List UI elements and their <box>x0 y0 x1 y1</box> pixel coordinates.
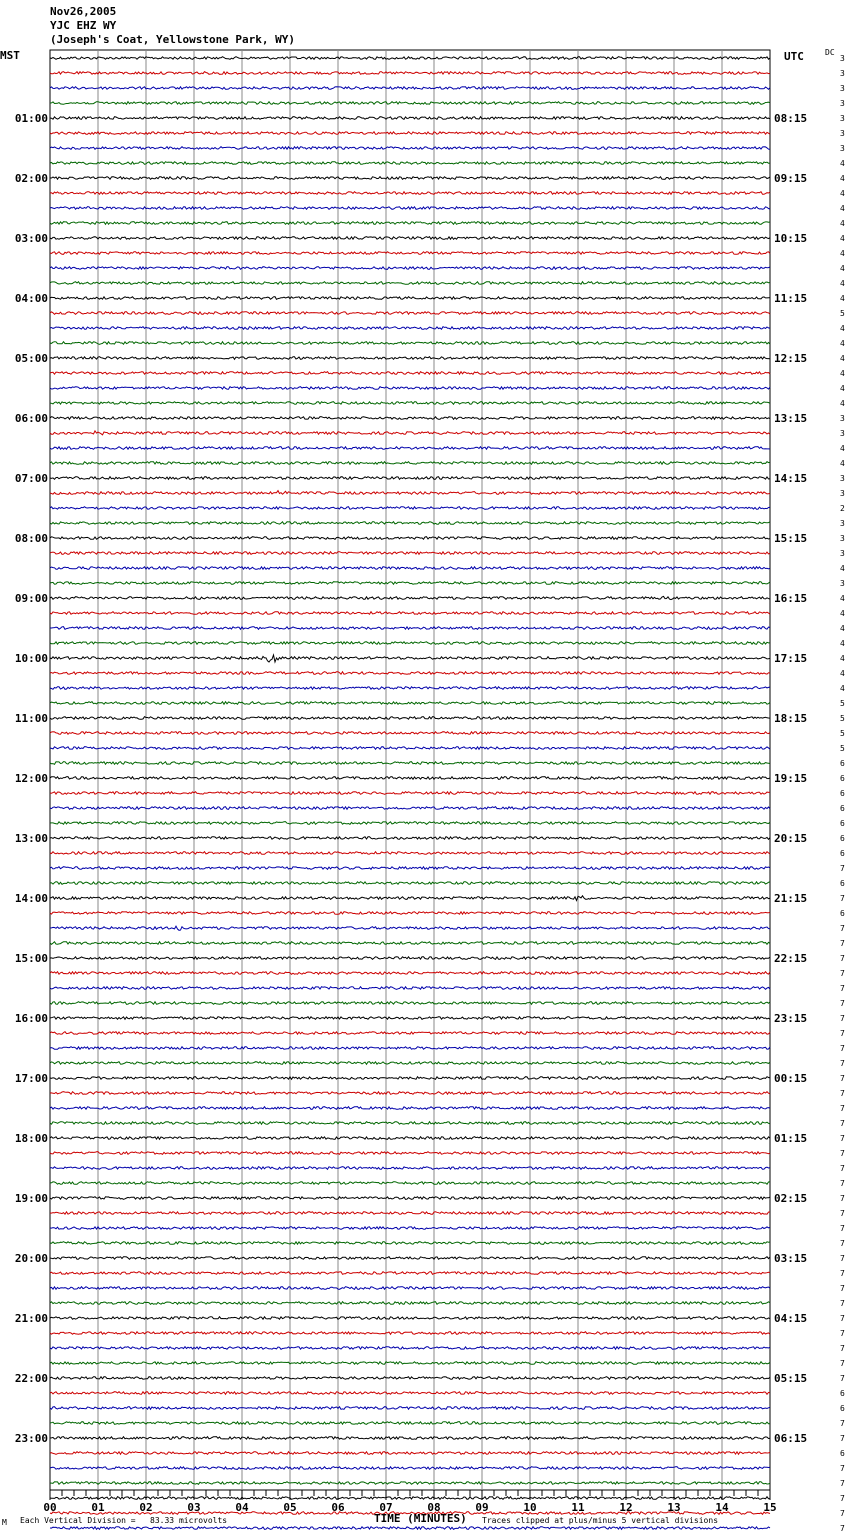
dc-offset-value: 4 <box>840 324 845 333</box>
dc-offset-value: 4 <box>840 159 845 168</box>
dc-offset-value: 7 <box>840 1119 845 1128</box>
trace-row <box>50 627 770 630</box>
trace-row <box>50 1407 770 1410</box>
trace-row <box>50 596 770 599</box>
dc-offset-value: 3 <box>840 129 845 138</box>
trace-row <box>50 837 770 840</box>
dc-offset-value: 7 <box>840 1284 845 1293</box>
trace-row <box>50 1137 770 1140</box>
utc-hour-label: 13:15 <box>774 412 808 425</box>
dc-offset-value: 3 <box>840 144 845 153</box>
trace-row <box>50 777 770 780</box>
mst-hour-label: 11:00 <box>14 712 48 725</box>
trace-row <box>50 1257 770 1260</box>
trace-row <box>50 957 770 960</box>
footer-mark: M <box>2 1518 7 1527</box>
trace-row <box>50 222 770 225</box>
dc-offset-value: 4 <box>840 234 845 243</box>
dc-offset-value: 7 <box>840 1089 845 1098</box>
trace-row <box>50 507 770 510</box>
dc-offset-value: 7 <box>840 969 845 978</box>
utc-hour-label: 09:15 <box>774 172 808 185</box>
dc-offset-value: 2 <box>840 504 845 513</box>
trace-row <box>50 582 770 585</box>
trace-row <box>50 1362 770 1365</box>
trace-row <box>50 1092 770 1095</box>
trace-row <box>50 87 770 90</box>
utc-hour-label: 16:15 <box>774 592 808 605</box>
utc-hour-labels <box>774 112 807 1445</box>
trace-row <box>50 402 770 405</box>
trace-row <box>50 537 770 540</box>
dc-offset-value: 5 <box>840 744 845 753</box>
dc-offset-value: 5 <box>840 699 845 708</box>
dc-offset-value: 7 <box>840 1239 845 1248</box>
trace-row <box>50 1317 770 1320</box>
trace-row <box>50 1437 770 1440</box>
dc-offset-value: 7 <box>840 1074 845 1083</box>
dc-offset-value: 6 <box>840 1449 845 1458</box>
dc-offset-value: 3 <box>840 534 845 543</box>
dc-offset-value: 7 <box>840 1374 845 1383</box>
utc-hour-label: 08:15 <box>774 112 808 125</box>
record-date: Nov26,2005 <box>50 5 117 18</box>
left-timezone-label: MST <box>0 49 20 62</box>
trace-row <box>50 732 770 735</box>
dc-offset-value: 7 <box>840 1314 845 1323</box>
dc-offset-value: 3 <box>840 84 845 93</box>
dc-offset-value: 7 <box>840 1104 845 1113</box>
dc-offset-value: 3 <box>840 549 845 558</box>
dc-offset-value: 4 <box>840 354 845 363</box>
dc-offset-value: 7 <box>840 984 845 993</box>
mst-hour-label: 10:00 <box>14 652 48 665</box>
trace-row <box>50 1392 770 1395</box>
x-tick-label: 14 <box>715 1501 729 1514</box>
x-tick-label: 00 <box>43 1501 57 1514</box>
utc-hour-label: 20:15 <box>774 832 808 845</box>
dc-offset-value: 3 <box>840 99 845 108</box>
trace-row <box>50 672 770 675</box>
utc-hour-label: 00:15 <box>774 1072 808 1085</box>
dc-offset-value: 7 <box>840 1254 845 1263</box>
trace-row <box>50 1347 770 1350</box>
dc-offset-value: 6 <box>840 909 845 918</box>
utc-hour-label: 04:15 <box>774 1312 808 1325</box>
dc-offset-value: 3 <box>840 519 845 528</box>
dc-offset-column <box>840 54 845 1534</box>
trace-row <box>50 1032 770 1035</box>
dc-offset-value: 4 <box>840 189 845 198</box>
trace-row <box>50 1017 770 1020</box>
dc-offset-value: 6 <box>840 879 845 888</box>
trace-row <box>50 192 770 195</box>
dc-offset-value: 6 <box>840 804 845 813</box>
dc-offset-value: 4 <box>840 369 845 378</box>
trace-row <box>50 1107 770 1110</box>
dc-offset-value: 4 <box>840 399 845 408</box>
dc-offset-value: 4 <box>840 669 845 678</box>
dc-offset-value: 4 <box>840 564 845 573</box>
dc-offset-value: 4 <box>840 639 845 648</box>
trace-row <box>50 1152 770 1155</box>
dc-offset-value: 7 <box>840 864 845 873</box>
trace-row <box>50 1272 770 1275</box>
x-tick-label: 11 <box>571 1501 585 1514</box>
dc-offset-value: 5 <box>840 714 845 723</box>
utc-hour-label: 03:15 <box>774 1252 808 1265</box>
trace-row <box>50 642 770 645</box>
trace-row <box>50 447 770 450</box>
trace-row <box>50 852 770 855</box>
dc-offset-value: 7 <box>840 1509 845 1518</box>
trace-row <box>50 912 770 915</box>
dc-offset-value: 6 <box>840 1389 845 1398</box>
dc-offset-value: 4 <box>840 219 845 228</box>
trace-row <box>50 807 770 810</box>
dc-offset-value: 4 <box>840 174 845 183</box>
trace-row <box>50 387 770 390</box>
dc-offset-value: 7 <box>840 1434 845 1443</box>
trace-row <box>50 1497 770 1500</box>
trace-row <box>50 132 770 135</box>
trace-row <box>50 477 770 480</box>
utc-hour-label: 22:15 <box>774 952 808 965</box>
dc-offset-value: 4 <box>840 249 845 258</box>
trace-row <box>50 297 770 300</box>
mst-hour-label: 02:00 <box>14 172 48 185</box>
dc-offset-value: 7 <box>840 1179 845 1188</box>
utc-hour-label: 02:15 <box>774 1192 808 1205</box>
x-tick-label: 13 <box>667 1501 681 1514</box>
dc-offset-value: 7 <box>840 1344 845 1353</box>
utc-hour-label: 10:15 <box>774 232 808 245</box>
mst-hour-label: 13:00 <box>14 832 48 845</box>
trace-row <box>50 762 770 765</box>
trace-row <box>50 1482 770 1485</box>
x-tick-label: 03 <box>187 1501 201 1514</box>
dc-offset-value: 4 <box>840 594 845 603</box>
dc-offset-value: 6 <box>840 1404 845 1413</box>
trace-row <box>50 1167 770 1170</box>
utc-hour-label: 14:15 <box>774 472 808 485</box>
mst-hour-label: 14:00 <box>14 892 48 905</box>
utc-hour-label: 11:15 <box>774 292 808 305</box>
dc-offset-value: 6 <box>840 819 845 828</box>
x-tick-label: 12 <box>619 1501 633 1514</box>
mst-hour-label: 04:00 <box>14 292 48 305</box>
trace-row <box>50 1467 770 1470</box>
trace-row <box>50 102 770 105</box>
trace-row <box>50 372 770 375</box>
mst-hour-label: 15:00 <box>14 952 48 965</box>
dc-offset-value: 3 <box>840 489 845 498</box>
utc-hour-label: 15:15 <box>774 532 808 545</box>
station-location: (Joseph's Coat, Yellowstone Park, WY) <box>50 33 296 46</box>
trace-row <box>50 1062 770 1065</box>
mst-hour-label: 07:00 <box>14 472 48 485</box>
dc-offset-value: 7 <box>840 1149 845 1158</box>
trace-row <box>50 342 770 345</box>
dc-offset-value: 6 <box>840 759 845 768</box>
dc-offset-value: 4 <box>840 339 845 348</box>
x-tick-label: 09 <box>475 1501 489 1514</box>
dc-offset-value: 4 <box>840 609 845 618</box>
dc-header-label: DC <box>825 48 835 57</box>
dc-offset-value: 6 <box>840 789 845 798</box>
dc-offset-value: 4 <box>840 384 845 393</box>
trace-row <box>50 1302 770 1305</box>
dc-offset-value: 7 <box>840 924 845 933</box>
trace-row <box>50 747 770 750</box>
trace-row <box>50 867 770 870</box>
utc-hour-label: 23:15 <box>774 1012 808 1025</box>
dc-offset-value: 3 <box>840 429 845 438</box>
trace-row <box>50 1242 770 1245</box>
mst-hour-label: 09:00 <box>14 592 48 605</box>
mst-hour-label: 22:00 <box>14 1372 48 1385</box>
trace-row <box>50 162 770 165</box>
trace-row <box>50 1422 770 1425</box>
dc-offset-value: 7 <box>840 1359 845 1368</box>
utc-hour-label: 06:15 <box>774 1432 808 1445</box>
trace-row <box>50 72 770 75</box>
trace-row <box>50 612 770 615</box>
x-tick-label: 08 <box>427 1501 441 1514</box>
dc-offset-value: 7 <box>840 1419 845 1428</box>
trace-row <box>50 207 770 210</box>
dc-offset-value: 7 <box>840 1194 845 1203</box>
trace-row <box>50 462 770 465</box>
trace-row <box>50 417 770 420</box>
mst-hour-label: 05:00 <box>14 352 48 365</box>
trace-row <box>50 327 770 330</box>
time-axis <box>43 1490 776 1514</box>
dc-offset-value: 7 <box>840 1464 845 1473</box>
trace-row <box>50 491 770 495</box>
mst-hour-label: 12:00 <box>14 772 48 785</box>
dc-offset-value: 7 <box>840 939 845 948</box>
trace-row <box>50 1002 770 1005</box>
trace-row <box>50 1452 770 1455</box>
mst-hour-label: 20:00 <box>14 1252 48 1265</box>
dc-offset-value: 7 <box>840 1014 845 1023</box>
right-timezone-label: UTC <box>784 50 804 63</box>
dc-offset-value: 5 <box>840 729 845 738</box>
trace-row <box>50 687 770 690</box>
dc-offset-value: 7 <box>840 1164 845 1173</box>
x-tick-label: 04 <box>235 1501 249 1514</box>
dc-offset-value: 7 <box>840 1044 845 1053</box>
trace-row <box>50 252 770 255</box>
dc-offset-value: 6 <box>840 774 845 783</box>
trace-row <box>50 567 770 570</box>
dc-offset-value: 4 <box>840 279 845 288</box>
dc-offset-value: 4 <box>840 459 845 468</box>
utc-hour-label: 12:15 <box>774 352 808 365</box>
dc-offset-value: 4 <box>840 684 845 693</box>
dc-offset-value: 7 <box>840 1029 845 1038</box>
utc-hour-label: 05:15 <box>774 1372 808 1385</box>
trace-row <box>50 942 770 945</box>
dc-offset-value: 4 <box>840 294 845 303</box>
dc-offset-value: 7 <box>840 1524 845 1533</box>
trace-row <box>50 792 770 795</box>
trace-row <box>50 1197 770 1200</box>
dc-offset-value: 5 <box>840 309 845 318</box>
dc-offset-value: 7 <box>840 1494 845 1503</box>
dc-offset-value: 3 <box>840 474 845 483</box>
mst-hour-labels <box>15 112 48 1445</box>
trace-row <box>50 882 770 885</box>
trace-row <box>50 1287 770 1290</box>
trace-row <box>50 1332 770 1335</box>
trace-row <box>50 312 770 315</box>
dc-offset-value: 3 <box>840 414 845 423</box>
trace-row <box>50 1047 770 1050</box>
trace-row <box>50 357 770 360</box>
dc-offset-value: 6 <box>840 849 845 858</box>
trace-row <box>50 972 770 975</box>
x-tick-label: 02 <box>139 1501 153 1514</box>
dc-offset-value: 4 <box>840 264 845 273</box>
x-tick-label: 05 <box>283 1501 297 1514</box>
dc-offset-value: 3 <box>840 114 845 123</box>
dc-offset-value: 4 <box>840 654 845 663</box>
mst-hour-label: 18:00 <box>14 1132 48 1145</box>
dc-offset-value: 3 <box>840 54 845 63</box>
dc-offset-value: 3 <box>840 69 845 78</box>
utc-hour-label: 18:15 <box>774 712 808 725</box>
dc-offset-value: 7 <box>840 1059 845 1068</box>
trace-row <box>50 147 770 150</box>
trace-row <box>50 987 770 990</box>
mst-hour-label: 03:00 <box>14 232 48 245</box>
trace-row <box>50 1227 770 1230</box>
trace-row <box>50 1122 770 1125</box>
mst-hour-label: 17:00 <box>14 1072 48 1085</box>
trace-row <box>50 896 770 901</box>
clip-note: Traces clipped at plus/minus 5 vertical divisions <box>482 1516 719 1525</box>
trace-row <box>50 822 770 825</box>
trace-row <box>50 1377 770 1380</box>
dc-offset-value: 7 <box>840 1134 845 1143</box>
x-tick-label: 06 <box>331 1501 345 1514</box>
trace-row <box>50 237 770 240</box>
trace-row <box>50 431 770 435</box>
x-tick-label: 15 <box>763 1501 777 1514</box>
trace-row <box>50 702 770 705</box>
trace-row <box>50 522 770 525</box>
trace-row <box>50 117 770 120</box>
dc-offset-value: 7 <box>840 894 845 903</box>
utc-hour-label: 01:15 <box>774 1132 808 1145</box>
x-tick-label: 10 <box>523 1501 537 1514</box>
trace-row <box>50 717 770 720</box>
dc-offset-value: 7 <box>840 1224 845 1233</box>
dc-offset-value: 7 <box>840 999 845 1008</box>
utc-hour-label: 21:15 <box>774 892 808 905</box>
trace-row <box>50 1182 770 1185</box>
dc-offset-value: 7 <box>840 1479 845 1488</box>
dc-offset-value: 6 <box>840 834 845 843</box>
dc-offset-value: 7 <box>840 1209 845 1218</box>
dc-offset-value: 7 <box>840 1299 845 1308</box>
trace-row <box>50 267 770 270</box>
trace-row <box>50 926 770 930</box>
trace-row <box>50 655 770 662</box>
trace-row <box>50 1212 770 1215</box>
x-tick-label: 07 <box>379 1501 393 1514</box>
trace-row <box>50 177 770 180</box>
vertical-division-note: Each Vertical Division = 83.33 microvolts <box>20 1516 228 1525</box>
x-tick-label: 01 <box>91 1501 105 1514</box>
trace-row <box>50 1077 770 1080</box>
station-code: YJC EHZ WY <box>50 19 117 32</box>
seismic-traces <box>50 57 770 1534</box>
mst-hour-label: 01:00 <box>14 112 48 125</box>
mst-hour-label: 16:00 <box>14 1012 48 1025</box>
dc-offset-value: 7 <box>840 1269 845 1278</box>
dc-offset-value: 7 <box>840 1329 845 1338</box>
dc-offset-value: 3 <box>840 579 845 588</box>
dc-offset-value: 4 <box>840 204 845 213</box>
mst-hour-label: 08:00 <box>14 532 48 545</box>
utc-hour-label: 17:15 <box>774 652 808 665</box>
mst-hour-label: 19:00 <box>14 1192 48 1205</box>
mst-hour-label: 21:00 <box>14 1312 48 1325</box>
mst-hour-label: 06:00 <box>14 412 48 425</box>
x-axis-title: TIME (MINUTES) <box>374 1512 467 1525</box>
trace-row <box>50 1527 770 1530</box>
dc-offset-value: 4 <box>840 624 845 633</box>
dc-offset-value: 7 <box>840 954 845 963</box>
trace-row <box>50 552 770 555</box>
trace-row <box>50 282 770 285</box>
utc-hour-label: 19:15 <box>774 772 808 785</box>
dc-offset-value: 4 <box>840 444 845 453</box>
mst-hour-label: 23:00 <box>14 1432 48 1445</box>
trace-row <box>50 57 770 60</box>
